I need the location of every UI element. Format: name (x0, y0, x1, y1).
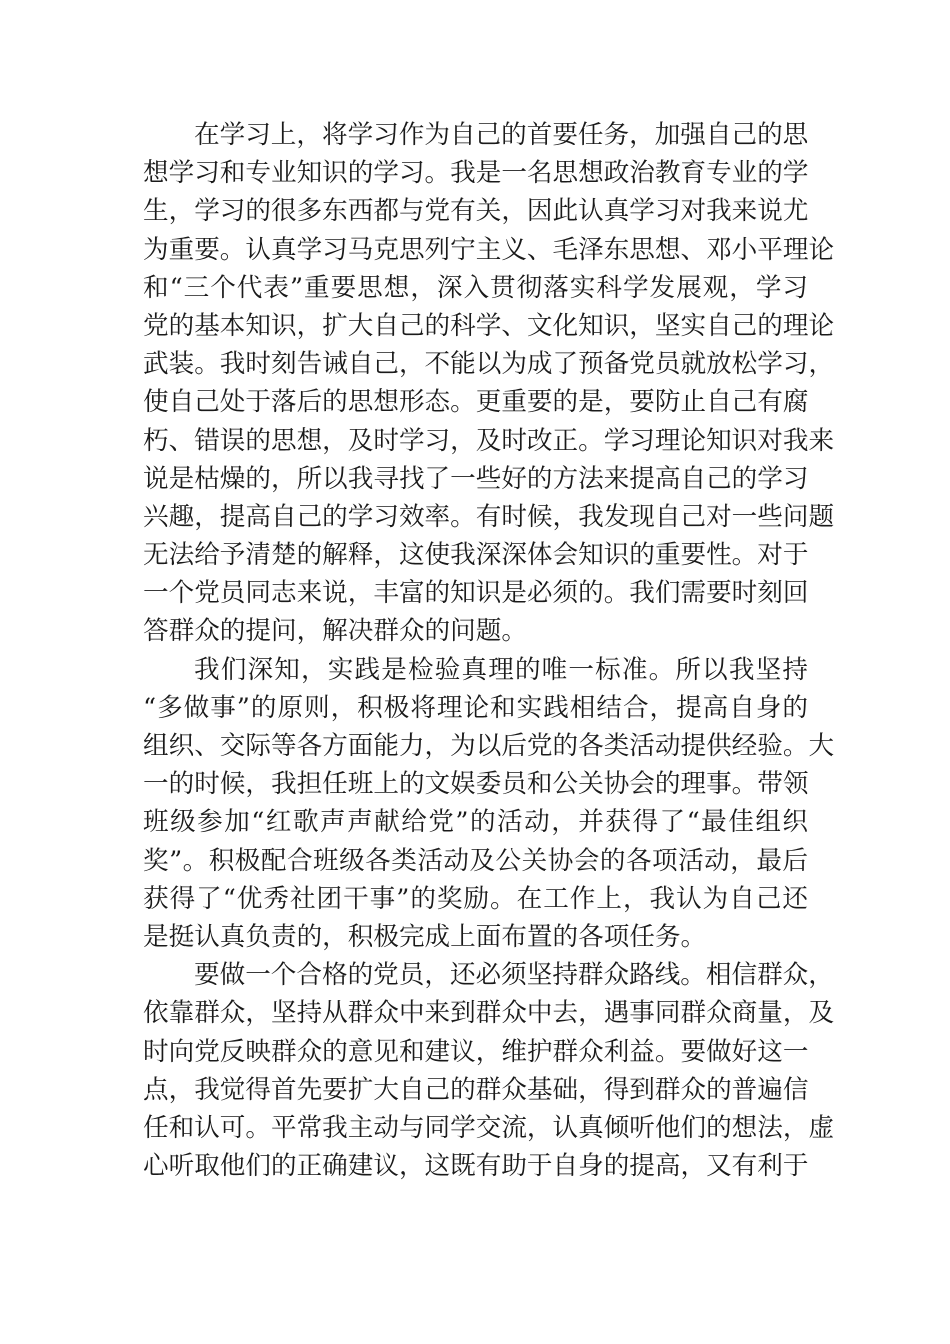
text-line: 一个党员同志来说，丰富的知识是必须的。我们需要时刻回 (143, 578, 809, 609)
text-line: 依靠群众，坚持从群众中来到群众中去，遇事同群众商量，及 (143, 998, 835, 1029)
text-line: 一的时候，我担任班上的文娱委员和公关协会的理事。带领 (143, 769, 809, 800)
text-line: 使自己处于落后的思想形态。更重要的是，要防止自己有腐 (143, 387, 809, 418)
body-text (143, 116, 835, 1185)
text-line: 想学习和专业知识的学习。我是一名思想政治教育专业的学 (143, 158, 809, 189)
text-line: 无法给予清楚的解释，这使我深深体会知识的重要性。对于 (143, 540, 809, 571)
text-line: 组织、交际等各方面能力，为以后党的各类活动提供经验。大 (143, 731, 835, 761)
text-line: 和“三个代表”重要思想，深入贯彻落实科学发展观，学习 (143, 272, 808, 303)
text-line: 点，我觉得首先要扩大自己的群众基础，得到群众的普遍信 (143, 1074, 809, 1105)
text-line: 心听取他们的正确建议，这既有助于自身的提高，又有利于 (143, 1151, 809, 1182)
text-line: 是挺认真负责的，积极完成上面布置的各项任务。 (143, 921, 707, 952)
text-line: 兴趣，提高自己的学习效率。有时候，我发现自己对一些问题 (143, 501, 835, 532)
paragraph-study (143, 116, 835, 651)
text-line: 要做一个合格的党员，还必须坚持群众路线。相信群众， (194, 960, 834, 991)
text-line: 说是枯燥的，所以我寻找了一些好的方法来提高自己的学习 (143, 463, 809, 494)
text-line: 我们深知，实践是检验真理的唯一标准。所以我坚持 (194, 654, 808, 685)
paragraph-practice (143, 651, 835, 957)
text-line: 获得了“优秀社团干事”的奖励。在工作上，我认为自己还 (143, 883, 808, 914)
text-line: 在学习上，将学习作为自己的首要任务，加强自己的思 (194, 120, 809, 150)
text-line: 答群众的提问，解决群众的问题。 (143, 616, 527, 647)
paragraph-mass-line (143, 956, 835, 1185)
text-line: 朽、错误的思想，及时学习，及时改正。学习理论知识对我来 (143, 425, 835, 456)
text-line: 党的基本知识，扩大自己的科学、文化知识，坚实自己的理论 (143, 310, 835, 341)
text-line: 生，学习的很多东西都与党有关，因此认真学习对我来说尤 (143, 196, 809, 227)
text-line: 为重要。认真学习马克思列宁主义、毛泽东思想、邓小平理论 (143, 234, 835, 265)
text-line: 奖”。积极配合班级各类活动及公关协会的各项活动，最后 (143, 845, 808, 876)
text-line: 班级参加“红歌声声献给党”的活动，并获得了“最佳组织 (143, 807, 808, 838)
text-line: “多做事”的原则，积极将理论和实践相结合，提高自身的 (143, 692, 808, 723)
text-line: 任和认可。平常我主动与同学交流，认真倾听他们的想法，虚 (143, 1112, 835, 1143)
text-line: 时向党反映群众的意见和建议，维护群众利益。要做好这一 (143, 1036, 809, 1067)
text-line: 武装。我时刻告诫自己，不能以为成了预备党员就放松学习， (143, 349, 835, 380)
